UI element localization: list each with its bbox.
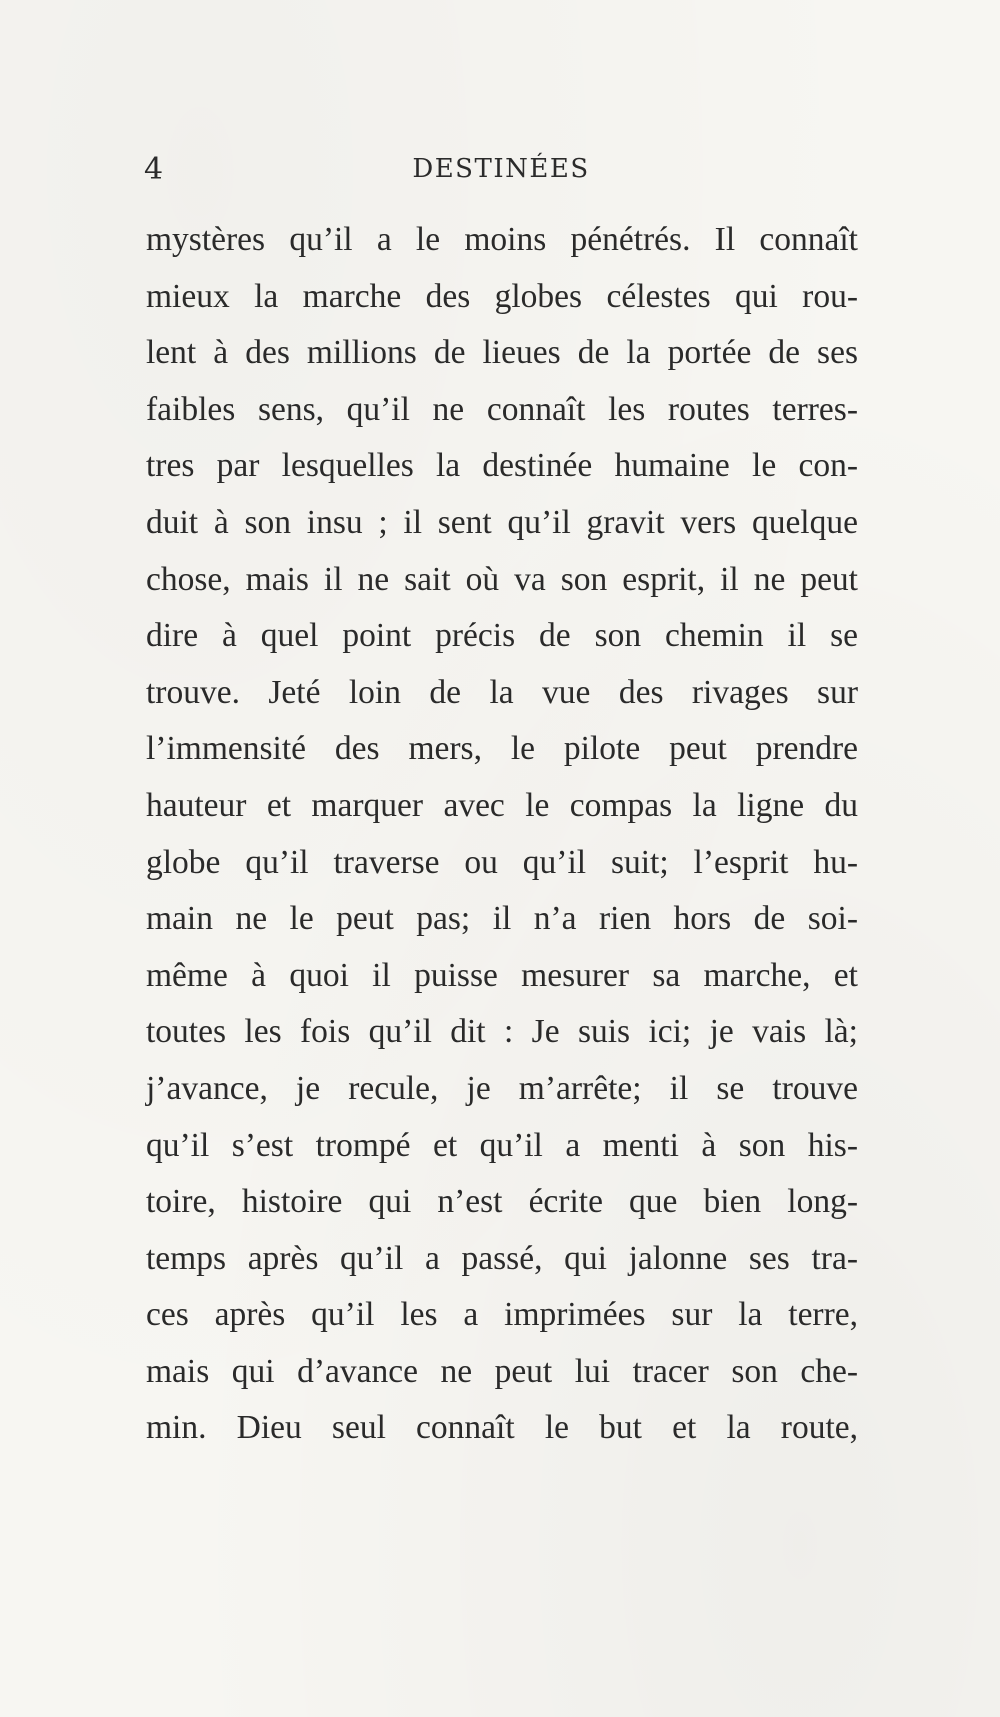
- text-line: hauteur et marquer avec le compas la ligne du: [146, 786, 858, 824]
- text-line: dire à quel point précis de son chemin il se: [146, 617, 858, 655]
- text-line: toutes les fois qu’il dit : Je suis ici; je vais là;: [146, 1013, 858, 1051]
- text-line: l’immensité des mers, le pilote peut prendre: [146, 730, 858, 768]
- text-line: même à quoi il puisse mesurer sa marche, et: [146, 956, 858, 994]
- text-line: ces après qu’il les a imprimées sur la terre,: [146, 1296, 858, 1334]
- text-line: tres par lesquelles la destinée humaine le con-: [146, 447, 858, 485]
- page-number: 4: [144, 152, 164, 187]
- text-line: qu’il s’est trompé et qu’il a menti à son his-: [146, 1126, 858, 1164]
- page-header: [144, 150, 858, 190]
- text-line: chose, mais il ne sait où va son esprit, il ne peut: [146, 560, 858, 598]
- text-line: min. Dieu seul connaît le but et la route,: [146, 1409, 858, 1447]
- text-line: mais qui d’avance ne peut lui tracer son che-: [146, 1352, 858, 1390]
- text-line: j’avance, je recule, je m’arrête; il se trouve: [146, 1069, 858, 1107]
- body-text: [146, 212, 858, 1457]
- text-line: trouve. Jeté loin de la vue des rivages sur: [146, 673, 858, 711]
- running-title: DESTINÉES: [412, 154, 590, 184]
- text-line: main ne le peut pas; il n’a rien hors de soi-: [146, 900, 858, 938]
- text-line: duit à son insu ; il sent qu’il gravit vers quelque: [146, 503, 858, 541]
- text-line: toire, histoire qui n’est écrite que bien long-: [146, 1183, 858, 1221]
- text-line: globe qu’il traverse ou qu’il suit; l’esprit hu-: [146, 843, 858, 881]
- text-line: faibles sens, qu’il ne connaît les routes terres-: [146, 390, 858, 428]
- text-line: mieux la marche des globes célestes qui rou-: [146, 277, 858, 315]
- text-line: lent à des millions de lieues de la portée de ses: [146, 334, 858, 372]
- text-line: temps après qu’il a passé, qui jalonne ses tra-: [146, 1239, 858, 1277]
- text-line: mystères qu’il a le moins pénétrés. Il connaît: [146, 221, 858, 258]
